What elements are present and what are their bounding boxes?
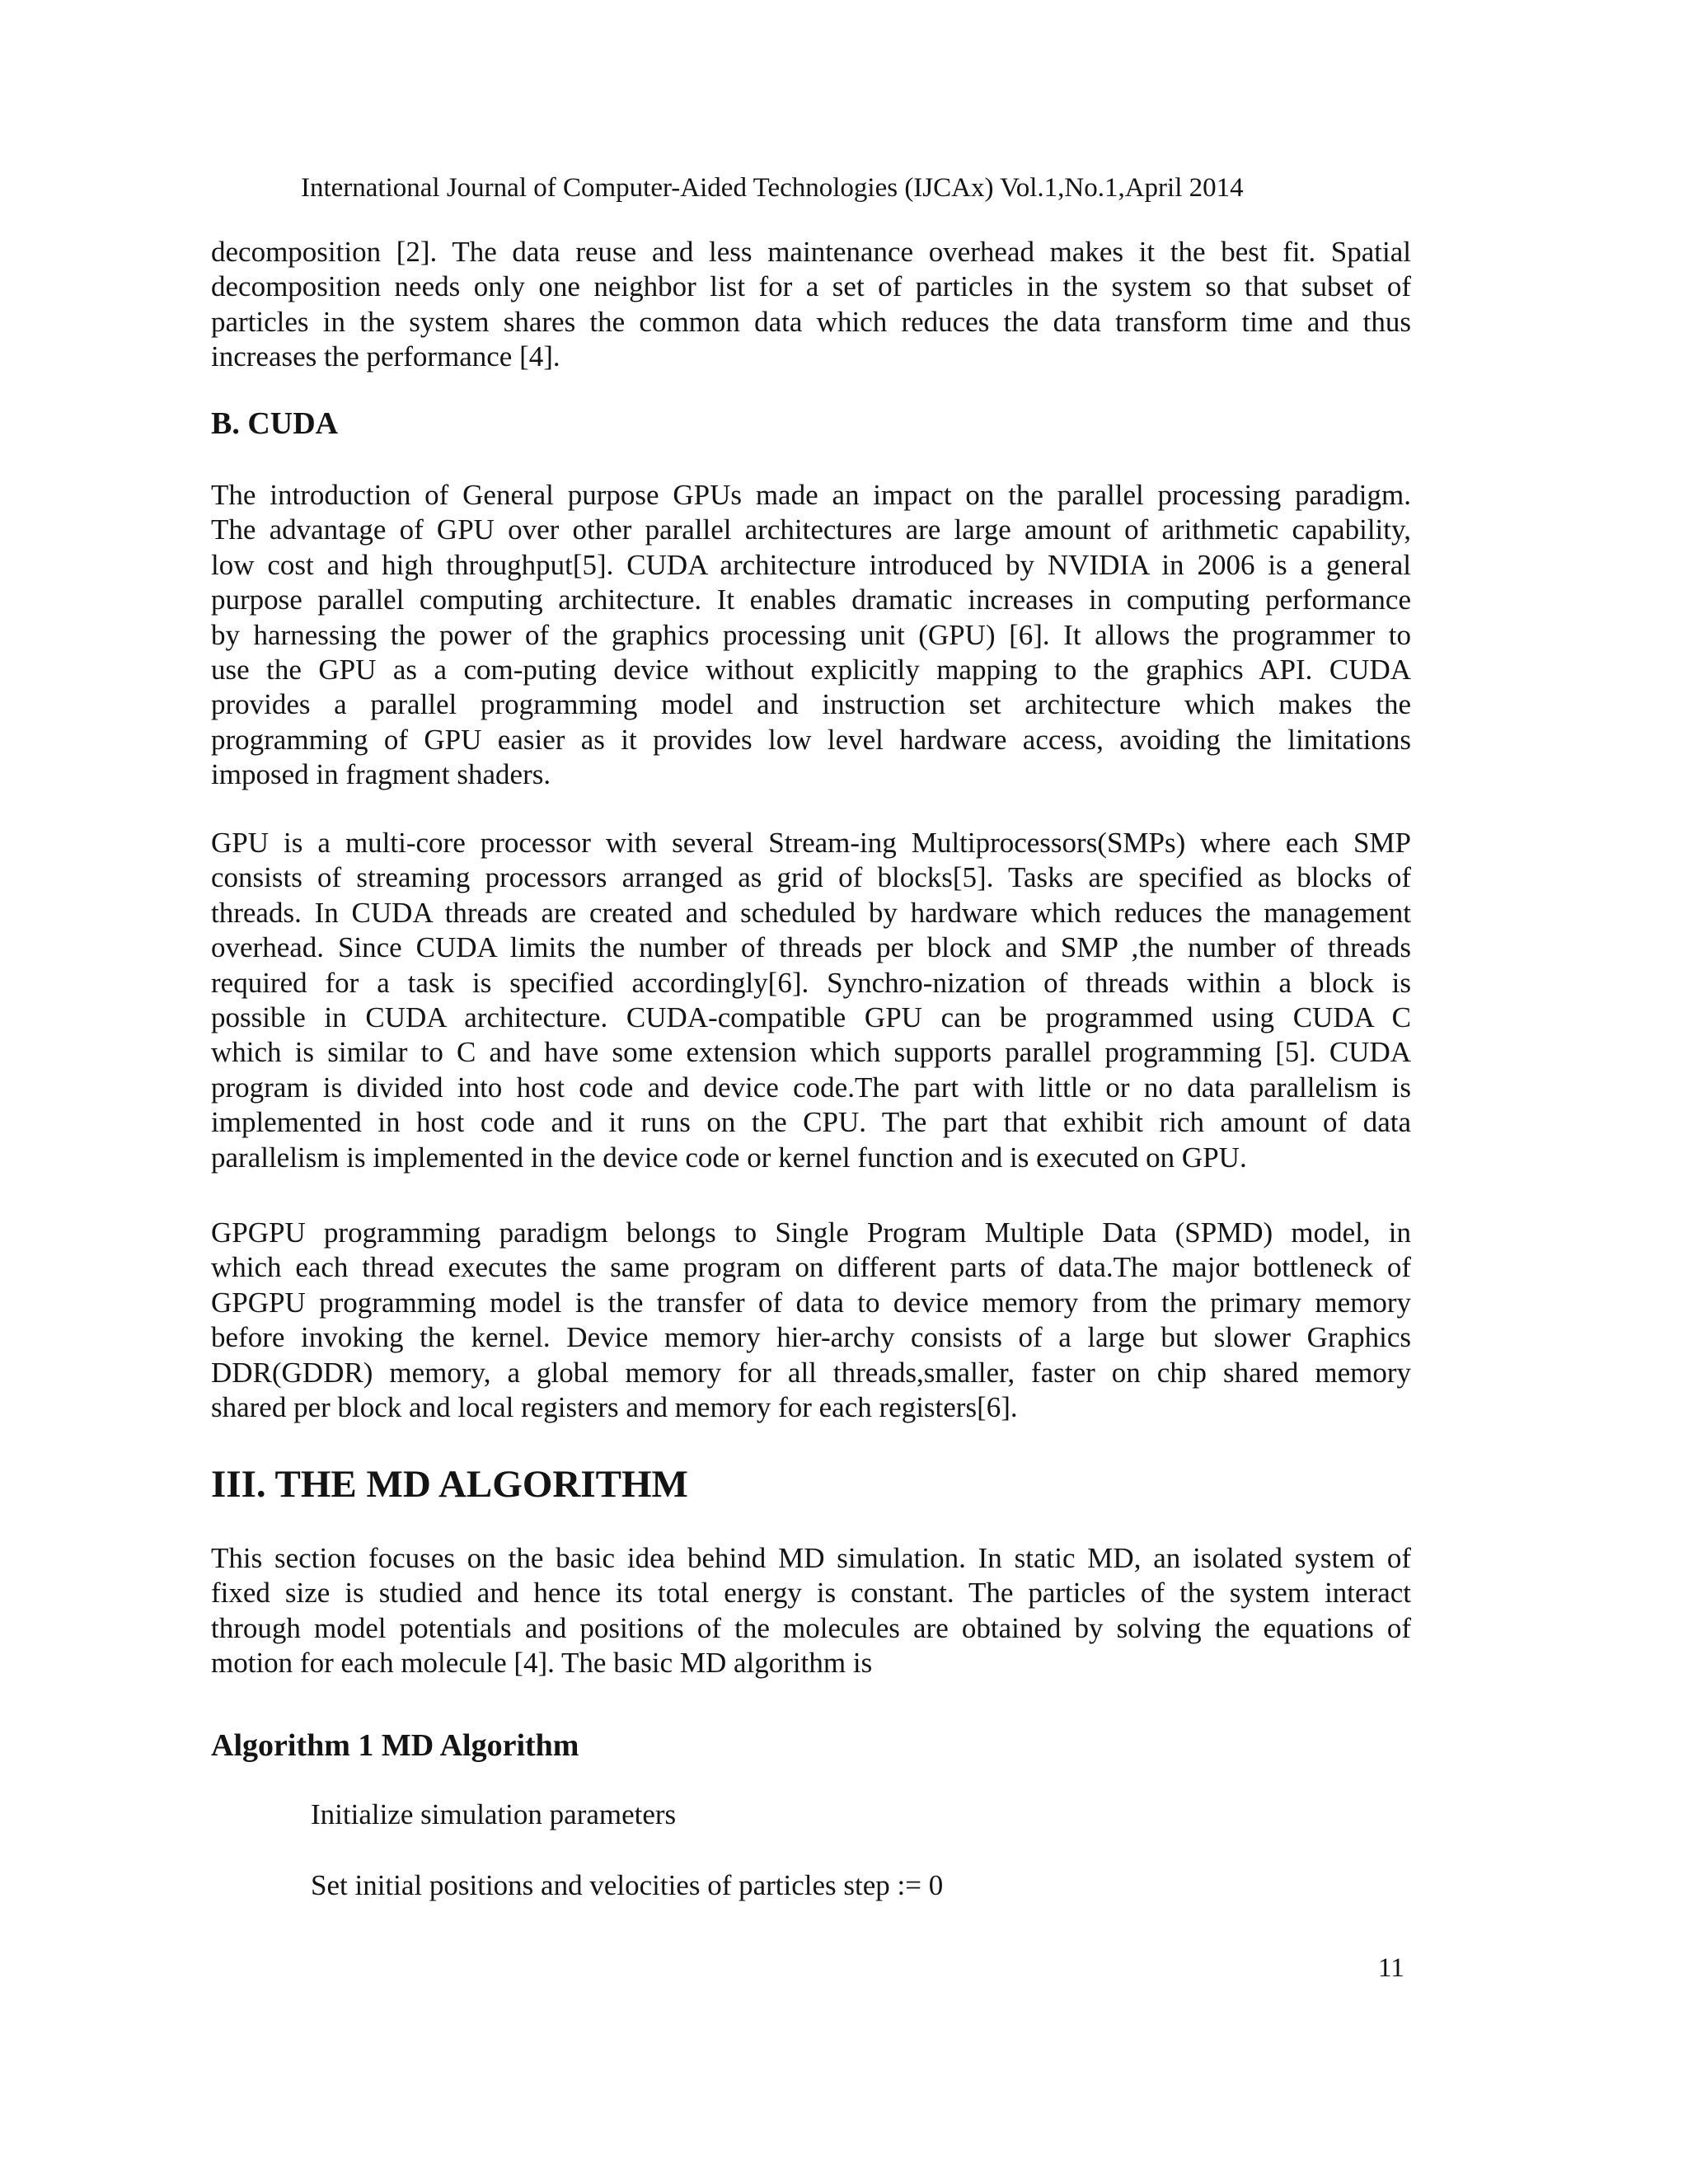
text-line: provides a parallel programming model and instruction set architecture which makes the [211,688,1411,721]
text-line: before invoking the kernel. Device memory hier-archy consists of a large but slower Graphics [211,1321,1411,1354]
paragraph [211,1541,1411,1681]
text-line: which is similar to C and have some extension which supports parallel programming [5]. CUDA [211,1036,1411,1069]
text-line: GPGPU programming model is the transfer of data to device memory from the primary memory [211,1286,1411,1319]
text-line: use the GPU as a com-puting device without explicitly mapping to the graphics API. CUDA [211,654,1411,687]
text-line: decomposition [2]. The data reuse and less maintenance overhead makes it the best fit. Spatial [211,236,1411,268]
text-line: purpose parallel computing architecture. It enables dramatic increases in computing performance [211,583,1411,616]
text-line: motion for each molecule [4]. The basic MD algorithm is [211,1647,873,1680]
text-line: consists of streaming processors arranged as grid of blocks[5]. Tasks are specified as blocks of [211,861,1411,894]
text-line: fixed size is studied and hence its total energy is constant. The particles of the system interact [211,1577,1411,1610]
text-line: decomposition needs only one neighbor list for a set of particles in the system so that subset of [211,270,1411,303]
paragraph [211,235,1411,375]
paragraph [211,826,1411,1175]
text-line: imposed in fragment shaders. [211,758,551,791]
text-line: required for a task is specified accordingly[6]. Synchro-nization of threads within a block is [211,966,1411,999]
text-line: DDR(GDDR) memory, a global memory for all threads,smaller, faster on chip shared memory [211,1356,1411,1389]
text-line: parallelism is implemented in the device code or kernel function and is executed on GPU. [211,1141,1247,1174]
text-line: threads. In CUDA threads are created and scheduled by hardware which reduces the management [211,896,1411,929]
page-number: 11 [1378,1953,1404,1983]
algorithm-step: Initialize simulation parameters [311,1798,677,1830]
paragraph [211,1216,1411,1425]
text-line: overhead. Since CUDA limits the number of threads per block and SMP ,the number of threads [211,931,1411,964]
text-line: GPU is a multi-core processor with several Stream-ing Multiprocessors(SMPs) where each SMP [211,827,1411,859]
text-line: This section focuses on the basic idea behind MD simulation. In static MD, an isolated system of [211,1542,1411,1574]
paragraph-cuda-intro [211,478,1411,793]
text-line: shared per block and local registers and memory for each registers[6]. [211,1391,1018,1424]
paragraph-decomposition [211,235,1411,375]
text-line: The advantage of GPU over other parallel architectures are large amount of arithmetic capability, [211,513,1411,546]
text-line: program is divided into host code and device code.The part with little or no data parallelism is [211,1071,1411,1104]
paragraph-md [211,1541,1411,1681]
paragraph [211,478,1411,793]
text-line: increases the performance [4]. [211,340,560,373]
text-line: The introduction of General purpose GPUs made an impact on the parallel processing paradigm. [211,479,1411,511]
algorithm-heading: Algorithm 1 MD Algorithm [211,1728,579,1763]
text-line: by harnessing the power of the graphics processing unit (GPU) [6]. It allows the programmer to [211,618,1411,651]
section-heading-md-algorithm: III. THE MD ALGORITHM [211,1463,688,1506]
text-line: possible in CUDA architecture. CUDA-compatible GPU can be programmed using CUDA C [211,1001,1411,1034]
text-line: which each thread executes the same program on different parts of data.The major bottleneck of [211,1251,1411,1284]
paragraph-gpgpu [211,1216,1411,1425]
text-line: GPGPU programming paradigm belongs to Single Program Multiple Data (SPMD) model, in [211,1216,1411,1249]
text-line: programming of GPU easier as it provides low level hardware access, avoiding the limitations [211,723,1411,756]
text-line: particles in the system shares the common data which reduces the data transform time and thus [211,305,1411,338]
paragraph-gpu [211,826,1411,1175]
text-line: implemented in host code and it runs on the CPU. The part that exhibit rich amount of data [211,1106,1411,1139]
subsection-heading-cuda: B. CUDA [211,406,339,441]
running-header: International Journal of Computer-Aided Technologies (IJCAx) Vol.1,No.1,April 2014 [301,173,1244,203]
text-line: through model potentials and positions of the molecules are obtained by solving the equations of [211,1611,1411,1644]
algorithm-step: Set initial positions and velocities of particles step := 0 [311,1869,944,1901]
text-line: low cost and high throughput[5]. CUDA architecture introduced by NVIDIA in 2006 is a general [211,548,1411,581]
